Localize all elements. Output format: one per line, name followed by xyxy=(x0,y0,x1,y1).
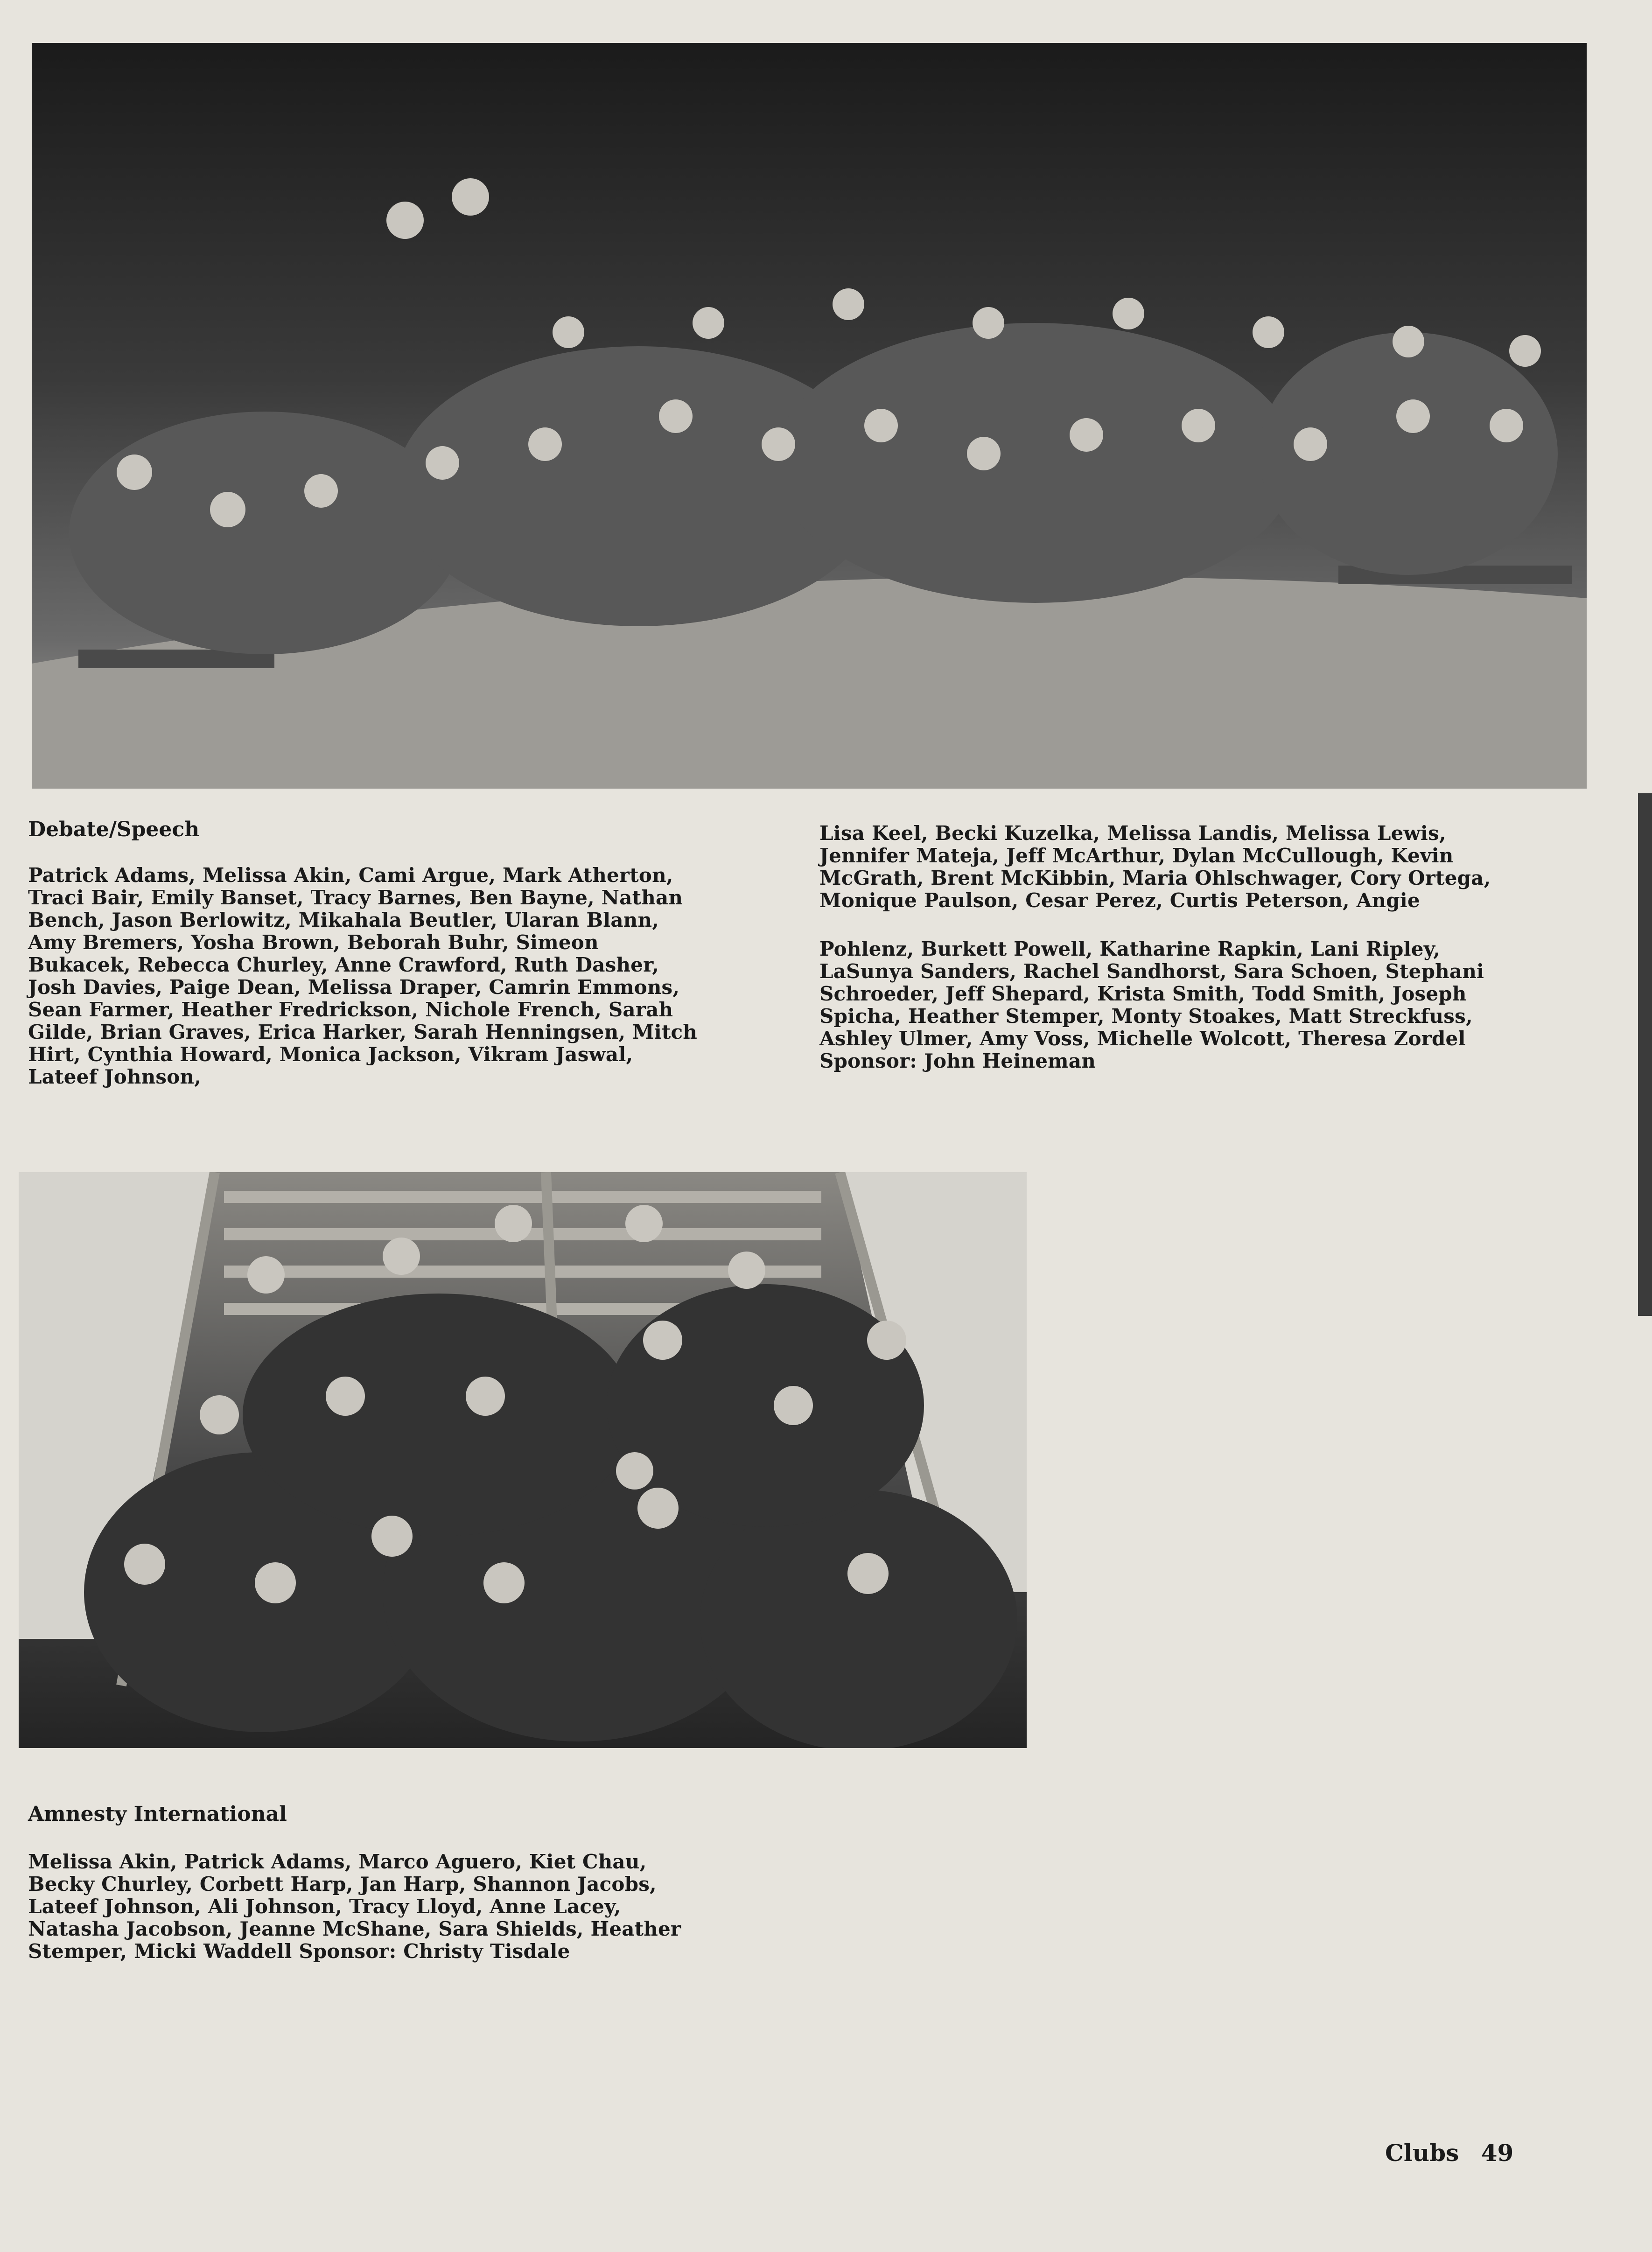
debate-heading: Debate/Speech xyxy=(28,818,200,841)
amnesty-member-list: Melissa Akin, Patrick Adams, Marco Aguero, Kiet Chau, Becky Churley, Corbett Harp, Jan Harp, Shannon Jacobs, Lateef Johnson, Ali Johnson, Tracy Lloyd, Anne Lacey, Natasha Jacobson, Jeanne McShane, Sara Shields, Heather Stemper, Micki Waddell Sponsor: Christy Tisdale xyxy=(28,1850,681,1963)
page-edge-shadow xyxy=(1638,793,1652,1316)
amnesty-heading: Amnesty International xyxy=(28,1802,287,1826)
debate-member-list-part2: Lisa Keel, Becki Kuzelka, Melissa Landis, Melissa Lewis, Jennifer Mateja, Jeff McArthur, Dylan McCullough, Kevin McGrath, Brent McKibbin, Maria Ohlschwager, Cory Ortega, Monique Paulson, Cesar Perez, Curtis Peterson, Angie xyxy=(819,822,1491,912)
debate-member-list-part1: Patrick Adams, Melissa Akin, Cami Argue, Mark Atherton, Traci Bair, Emily Banset, Tracy Barnes, Ben Bayne, Nathan Bench, Jason Berlowitz, Mikahala Beutler, Ularan Blann, Amy Bremers, Yosha Brown, Beborah Buhr, Simeon Bukacek, Rebecca Churley, Anne Crawford, Ruth Dasher, Josh Davies, Paige Dean, Melissa Draper, Camrin Emmons, Sean Farmer, Heather Fredrickson, Nichole French, Sarah Gilde, Brian Graves, Erica Harker, Sarah Henningsen, Mitch Hirt, Cynthia Howard, Monica Jackson, Vikram Jaswal, Lateef Johnson, xyxy=(28,864,698,1088)
footer-section-label: Clubs xyxy=(1385,2139,1459,2167)
debate-group-photo xyxy=(32,43,1587,789)
amnesty-photo-image xyxy=(19,1172,1027,1748)
amnesty-group-photo xyxy=(19,1172,1027,1748)
page-footer xyxy=(1385,2139,1527,2167)
page-number: 49 xyxy=(1481,2139,1514,2167)
debate-member-list-part3: Pohlenz, Burkett Powell, Katharine Rapkin, Lani Ripley, LaSunya Sanders, Rachel Sandhorst, Sara Schoen, Stephani Schroeder, Jeff Shepard, Krista Smith, Todd Smith, Joseph Spicha, Heather Stemper, Monty Stoakes, Matt Streckfuss, Ashley Ulmer, Amy Voss, Michelle Wolcott, Theresa Zordel Sponsor: John Heineman xyxy=(819,937,1484,1072)
debate-photo-image xyxy=(32,43,1587,789)
